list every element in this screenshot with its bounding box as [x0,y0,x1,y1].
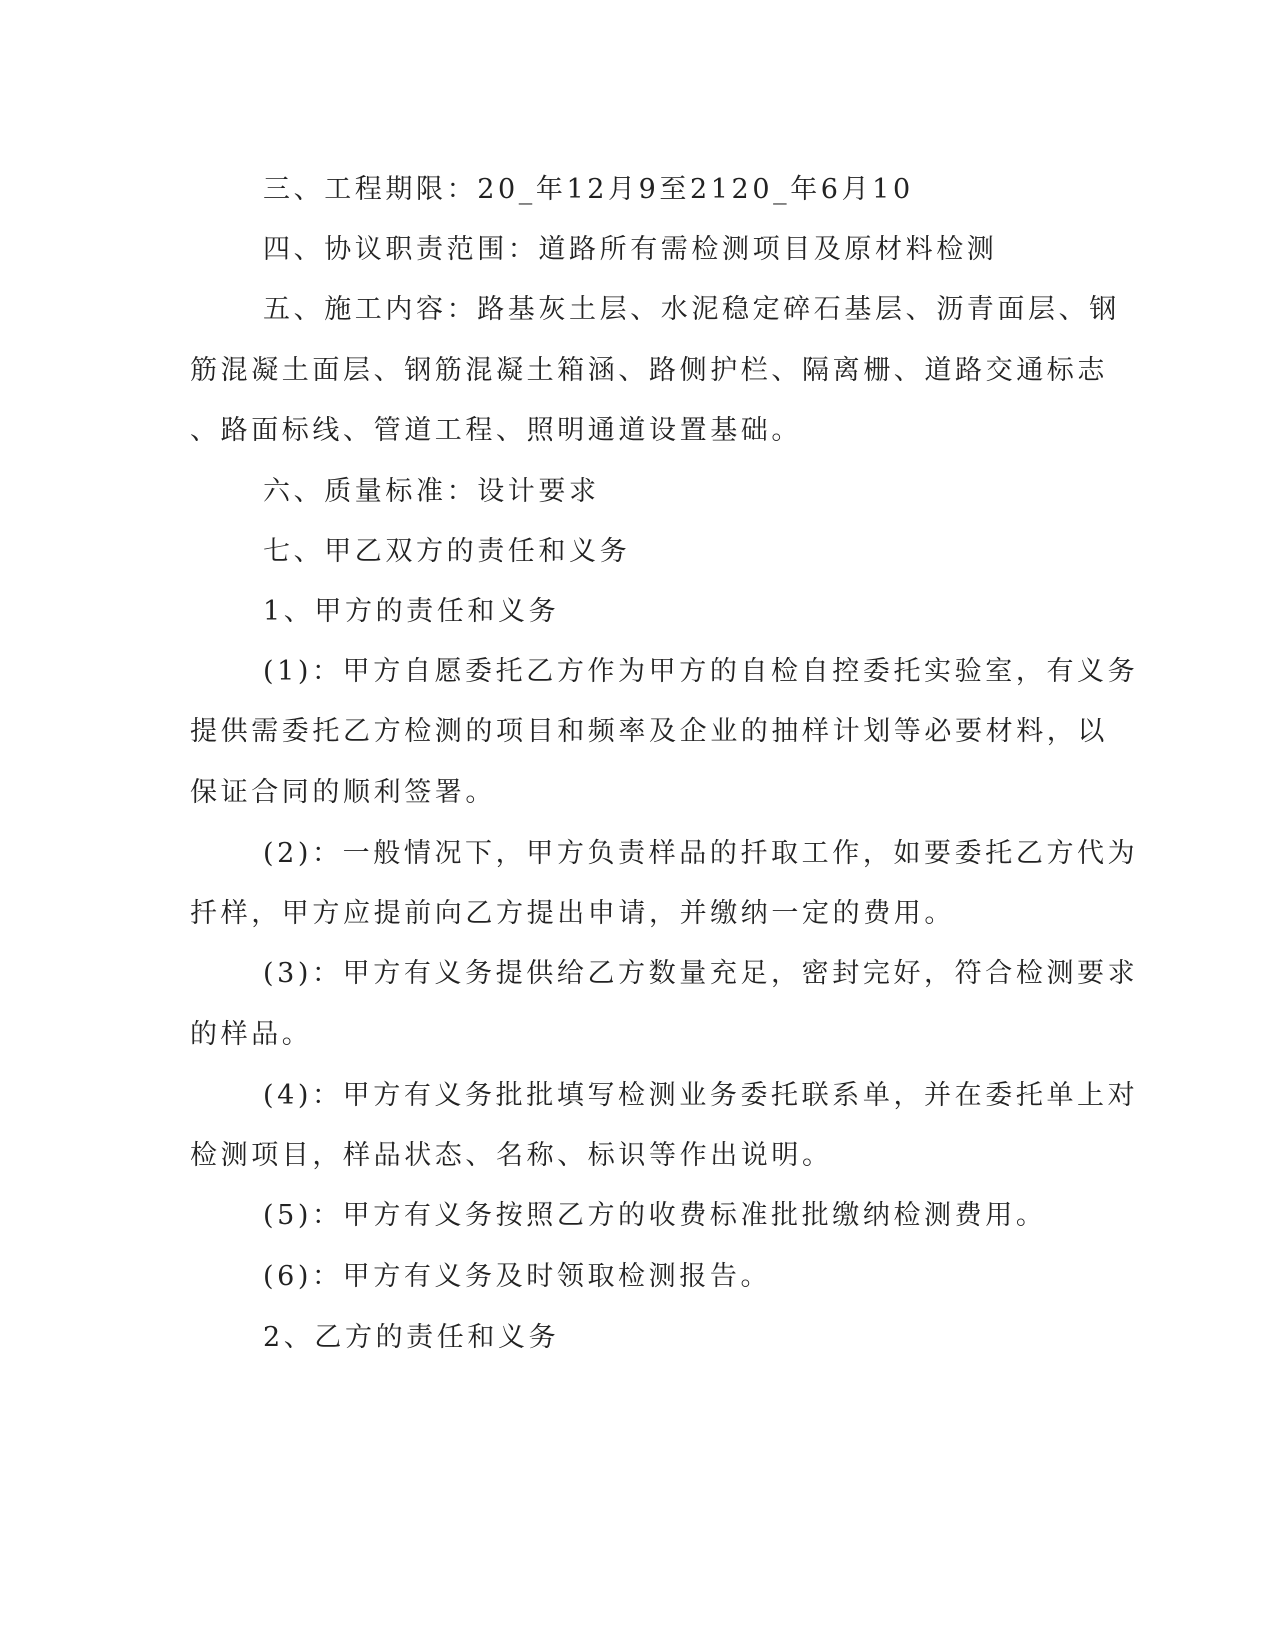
text-line-item-1b: 提供需委托乙方检测的项目和频率及企业的抽样计划等必要材料，以 [190,716,1108,747]
text-line-item-2a: (2)：一般情况下，甲方负责样品的扦取工作，如要委托乙方代为 [263,838,1139,869]
text-line-content-3: 、路面标线、管道工程、照明通道设置基础。 [190,415,802,446]
text-line-item-3a: (3)：甲方有义务提供给乙方数量充足，密封完好，符合检测要求 [263,958,1139,989]
text-line-item-6: (6)：甲方有义务及时领取检测报告。 [263,1261,772,1292]
text-line-item-4b: 检测项目，样品状态、名称、标识等作出说明。 [190,1140,833,1171]
text-line-content-2: 筋混凝土面层、钢筋混凝土箱涵、路侧护栏、隔离栅、道路交通标志 [190,355,1108,386]
text-line-item-1c: 保证合同的顺利签署。 [190,777,496,808]
text-line-quality: 六、质量标准：设计要求 [263,476,600,507]
text-line-duties-heading: 七、甲乙双方的责任和义务 [263,536,631,567]
text-line-term: 三、工程期限：20_年12月9至2120_年6月10 [263,174,914,205]
text-line-item-5: (5)：甲方有义务按照乙方的收费标准批批缴纳检测费用。 [263,1200,1047,1231]
text-line-content-1: 五、施工内容：路基灰土层、水泥稳定碎石基层、沥青面层、钢 [263,294,1120,325]
text-line-party-b-heading: 2、乙方的责任和义务 [263,1322,560,1353]
text-line-item-3b: 的样品。 [190,1019,313,1050]
text-line-scope: 四、协议职责范围：道路所有需检测项目及原材料检测 [263,234,998,265]
text-line-party-a-heading: 1、甲方的责任和义务 [263,596,560,627]
text-line-item-2b: 扦样，甲方应提前向乙方提出申请，并缴纳一定的费用。 [190,898,955,929]
text-line-item-4a: (4)：甲方有义务批批填写检测业务委托联系单，并在委托单上对 [263,1080,1139,1111]
text-line-item-1a: (1)：甲方自愿委托乙方作为甲方的自检自控委托实验室，有义务 [263,656,1139,687]
